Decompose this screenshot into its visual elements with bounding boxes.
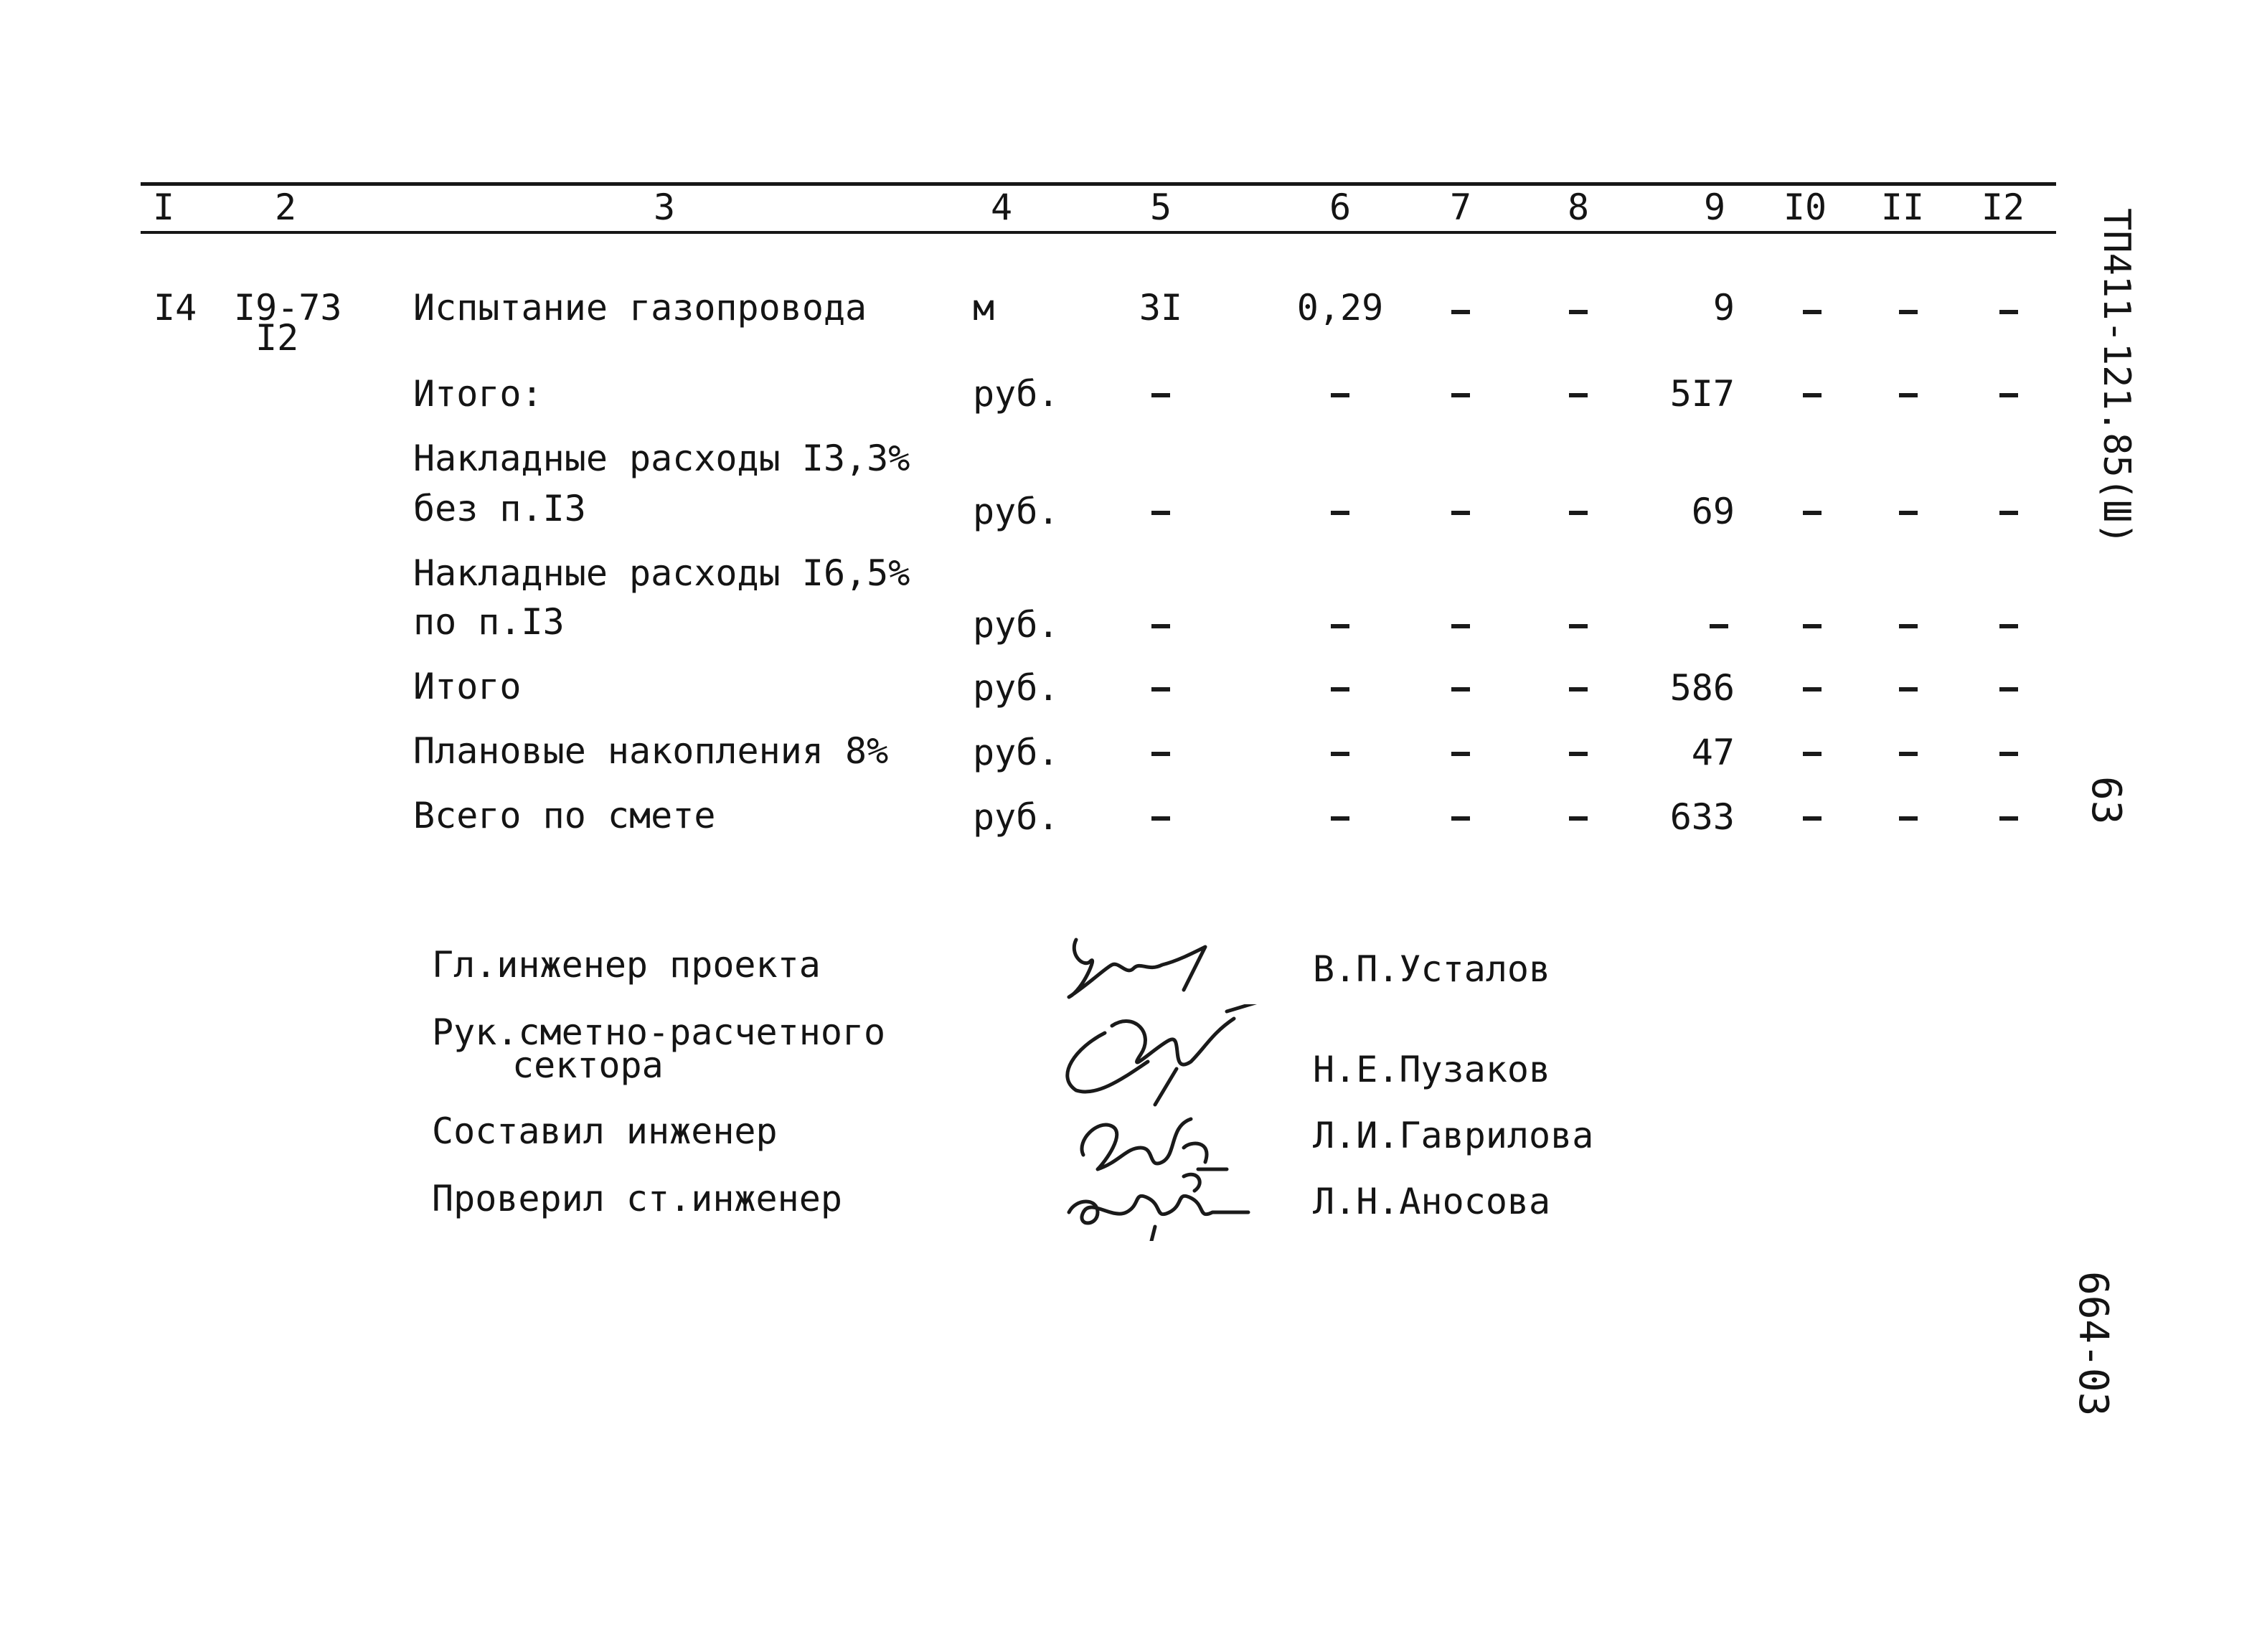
dash-mark bbox=[1451, 393, 1470, 397]
signer-name: Н.Е.Пузаков bbox=[1313, 1049, 1551, 1090]
dash-mark bbox=[1569, 393, 1588, 397]
dash-mark bbox=[1803, 511, 1822, 515]
dash-mark bbox=[1569, 687, 1588, 692]
table-header-rule bbox=[141, 231, 2056, 234]
rate-code: I9-73 bbox=[234, 287, 342, 329]
signer-name: Л.И.Гаврилова bbox=[1313, 1115, 1594, 1156]
row-name: Итого: bbox=[413, 373, 543, 415]
col-header-7: 7 bbox=[1449, 187, 1472, 228]
dash-mark bbox=[1451, 687, 1470, 692]
dash-mark bbox=[1710, 624, 1728, 628]
row-name: Испытание газопровода bbox=[413, 287, 867, 329]
dash-mark bbox=[1451, 816, 1470, 821]
row-c9: 69 bbox=[1691, 491, 1735, 532]
dash-mark bbox=[1803, 393, 1822, 397]
row-c9: 5I7 bbox=[1669, 373, 1735, 415]
dash-mark bbox=[1999, 624, 2018, 628]
dash-mark bbox=[1151, 687, 1170, 692]
col-header-8: 8 bbox=[1567, 187, 1590, 228]
col-header-1: I bbox=[152, 187, 175, 228]
col-header-9: 9 bbox=[1703, 187, 1726, 228]
dash-mark bbox=[1569, 752, 1588, 756]
row-unit: руб. bbox=[973, 491, 1060, 532]
row-c9: 47 bbox=[1691, 732, 1735, 773]
dash-mark bbox=[1331, 752, 1349, 756]
table-top-rule bbox=[141, 182, 2056, 186]
dash-mark bbox=[1899, 687, 1918, 692]
row-name: Накладные расходы I3,3% bbox=[413, 438, 910, 479]
dash-mark bbox=[1569, 511, 1588, 515]
row-c5: 3I bbox=[1139, 287, 1183, 329]
signer-title: Составил инженер bbox=[432, 1110, 778, 1152]
dash-mark bbox=[1451, 310, 1470, 314]
signer-title: Проверил ст.инженер bbox=[432, 1178, 842, 1219]
col-header-6: 6 bbox=[1329, 187, 1352, 228]
row-unit: м bbox=[973, 287, 995, 329]
row-name-line2: без п.I3 bbox=[413, 488, 586, 529]
dash-mark bbox=[1999, 393, 2018, 397]
dash-mark bbox=[1451, 752, 1470, 756]
dash-mark bbox=[1331, 624, 1349, 628]
col-header-10: I0 bbox=[1783, 187, 1827, 228]
row-number: I4 bbox=[154, 287, 197, 329]
row-unit: руб. bbox=[973, 373, 1060, 415]
dash-mark bbox=[1151, 511, 1170, 515]
dash-mark bbox=[1803, 310, 1822, 314]
row-unit: руб. bbox=[973, 604, 1060, 646]
signer-title-line2: сектора bbox=[512, 1044, 664, 1086]
row-name-line2: по п.I3 bbox=[413, 601, 565, 643]
dash-mark bbox=[1899, 816, 1918, 821]
rate-code-sub: I2 bbox=[255, 317, 299, 359]
dash-mark bbox=[1451, 624, 1470, 628]
dash-mark bbox=[1151, 393, 1170, 397]
dash-mark bbox=[1899, 310, 1918, 314]
col-header-4: 4 bbox=[990, 187, 1013, 228]
row-c9: 633 bbox=[1669, 796, 1735, 838]
row-unit: руб. bbox=[973, 796, 1060, 838]
col-header-5: 5 bbox=[1149, 187, 1172, 228]
dash-mark bbox=[1569, 310, 1588, 314]
dash-mark bbox=[1803, 687, 1822, 692]
row-name: Итого bbox=[413, 666, 522, 707]
dash-mark bbox=[1899, 511, 1918, 515]
dash-mark bbox=[1999, 687, 2018, 692]
col-header-3: 3 bbox=[653, 187, 676, 228]
dash-mark bbox=[1899, 624, 1918, 628]
margin-doc-code: ТП411-121.85(Ш) bbox=[2095, 208, 2138, 545]
row-unit: руб. bbox=[973, 667, 1060, 709]
signature-1 bbox=[1062, 925, 1227, 1011]
dash-mark bbox=[1151, 816, 1170, 821]
row-c9: 9 bbox=[1712, 287, 1735, 329]
col-header-2: 2 bbox=[274, 187, 297, 228]
dash-mark bbox=[1999, 816, 2018, 821]
dash-mark bbox=[1569, 624, 1588, 628]
dash-mark bbox=[1899, 752, 1918, 756]
row-name: Плановые накопления 8% bbox=[413, 730, 889, 772]
dash-mark bbox=[1331, 816, 1349, 821]
row-unit: руб. bbox=[973, 732, 1060, 773]
row-c9: 586 bbox=[1669, 667, 1735, 709]
dash-mark bbox=[1899, 393, 1918, 397]
row-name: Накладные расходы I6,5% bbox=[413, 552, 910, 594]
dash-mark bbox=[1803, 816, 1822, 821]
col-header-12: I2 bbox=[1981, 187, 2025, 228]
signer-name: Л.Н.Аносова bbox=[1313, 1181, 1551, 1222]
row-name: Всего по смете bbox=[413, 795, 716, 836]
margin-page-number: 63 bbox=[2083, 776, 2129, 825]
row-c6: 0,29 bbox=[1296, 287, 1384, 329]
dash-mark bbox=[1331, 511, 1349, 515]
signer-name: В.П.Усталов bbox=[1313, 948, 1551, 990]
margin-archive-code: 664-03 bbox=[2070, 1271, 2116, 1417]
dash-mark bbox=[1569, 816, 1588, 821]
dash-mark bbox=[1803, 624, 1822, 628]
dash-mark bbox=[1999, 752, 2018, 756]
signature-4 bbox=[1062, 1169, 1255, 1241]
dash-mark bbox=[1331, 393, 1349, 397]
dash-mark bbox=[1803, 752, 1822, 756]
signer-title: Гл.инженер проекта bbox=[432, 944, 821, 986]
dash-mark bbox=[1151, 752, 1170, 756]
col-header-11: II bbox=[1880, 187, 1925, 228]
dash-mark bbox=[1999, 511, 2018, 515]
signature-2 bbox=[1047, 1004, 1277, 1112]
dash-mark bbox=[1331, 687, 1349, 692]
dash-mark bbox=[1451, 511, 1470, 515]
signer-title: Рук.сметно-расчетного bbox=[432, 1011, 886, 1053]
dash-mark bbox=[1151, 624, 1170, 628]
dash-mark bbox=[1999, 310, 2018, 314]
